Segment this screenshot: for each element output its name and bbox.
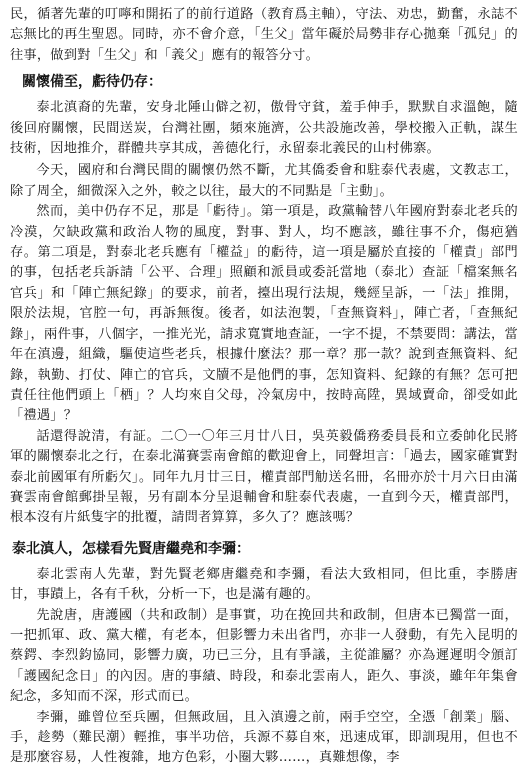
section1-paragraph-1: 泰北滇裔的先輩，安身北陲山僻之初，傲骨守貧，羞手伸手，默默自求溫飽，隨後回府關懷，民間送炭，台灣社團，頻來施濟，公共設施改善，學校搬入正軌，謀生技術，因地推介，群體共享其成，善德化行，永留泰北義民的山村佛寨。 (10, 100, 518, 157)
section-heading-views: 泰北滇人，怎樣看先賢唐繼堯和李彌： (12, 540, 250, 557)
section-heading-care: 關懷備至，虧待仍存： (22, 74, 162, 91)
section1-paragraph-2: 今天，國府和台灣民間的關懷仍然不斷，尤其僑委會和駐泰代表處，文教志工，除了周全，細微深入之外，較之以往，最大的不同點是「主動」。 (10, 163, 518, 199)
intro-paragraph: 民，循著先輩的叮嚀和開拓了的前行道路（教育爲主軸），守法、劝忠，勤奮，永誌不忘無比的再生聖恩。同時，亦不會介意，「生父」當年礙於局勢非存心拋棄「孤兒」的往事，做到對「生父」和「義父」應有的報答分寸。 (10, 7, 518, 63)
section1-paragraph-3: 然而，美中仍存不足，那是「虧待」。第一項是，政黨輪替八年國府對泰北老兵的冷漠，欠缺政黨和政治人物的風度，對事、對人，均不應該，雖往事不介，傷疤猶存。第二項是，對泰北老兵應有「權益」的虧待，這一項是屬於直接的「權責」部門的事，包括老兵訴請「公平、合理」照顧和派員或委託當地（泰北）查証「檔案無名官兵」和「陣亡無紀錄」的要求，前者，擡出現行法規，幾經呈訴，一「法」推開，限於法規，官腔一句，再訴無復。後者，如法泡製，「查無資料」，陣亡者，「查無紀錄」，兩件事，八個字，一推光光，請求寬實地查証，一字不提，不禁要問：講法，當年在滇邊，組織，驅使這些老兵，根據什麼法？那一章？那一款？說到查無資料、紀錄，執勤、打仗、陣亡的官兵，文牘不是他們的事，怎知資料、紀錄的有無？怎可把責任往他們頭上「栖」？人均來自父母，冷氣房中，按時高陞，異域賣命，卻受如此「禮遇」？ (10, 204, 518, 424)
section1-paragraph-4: 話還得說清，有証。二〇一〇年三月廿八日，吳英毅僑務委員長和立委帥化民將軍的關懷泰北之行，在泰北滿賽雲南會館的歡迎會上，同聲坦言：「過去，國家確實對泰北前國軍有所虧欠」。同年九月廿三日，權責部門觔送名冊，名冊亦於十月六日由滿賽雲南會館郵掛呈報，另有副本分呈退輔會和駐泰代表處，一直到今天，權責部門，根本沒有片紙隻字的批覆，請問者算算，多久了？應該嗎？ (10, 428, 518, 526)
section2-paragraph-1: 泰北雲南人先輩，對先賢老鄉唐繼堯和李彌，看法大致相同，但比重，李勝唐甘，事蹟上，各有千秋，分析一下，也是滿有趣的。 (10, 566, 518, 603)
section2-paragraph-3: 李彌，雖曾位至兵團，但無政屆，且入滇邊之前，兩手空空，全憑「創業」腦、手，趁勢（難民潮）輕推，事半功倍，兵源不募自來，迅速成軍，即訓現用，但也不是那麼容易，人性複雜，地方色彩，小圈大夥……，真難想像，李 (10, 709, 518, 766)
section2-paragraph-2: 先說唐，唐護國（共和政制）是事實，功在挽回共和政制，但唐本已獨當一面，一把抓軍、政、黨大權，有老本，但影響力未出省門，亦非一人發動，有先入昆明的蔡鍔、李烈鈞協同，影響力廣，功已三分，且有爭議，主從誰屬？亦為遲遲明令頒訂「護國紀念日」的內因。唐的事績、時段，和泰北雲南人，距久、事淡，雖年年集會紀念，多知而不深，形式而已。 (10, 607, 518, 705)
